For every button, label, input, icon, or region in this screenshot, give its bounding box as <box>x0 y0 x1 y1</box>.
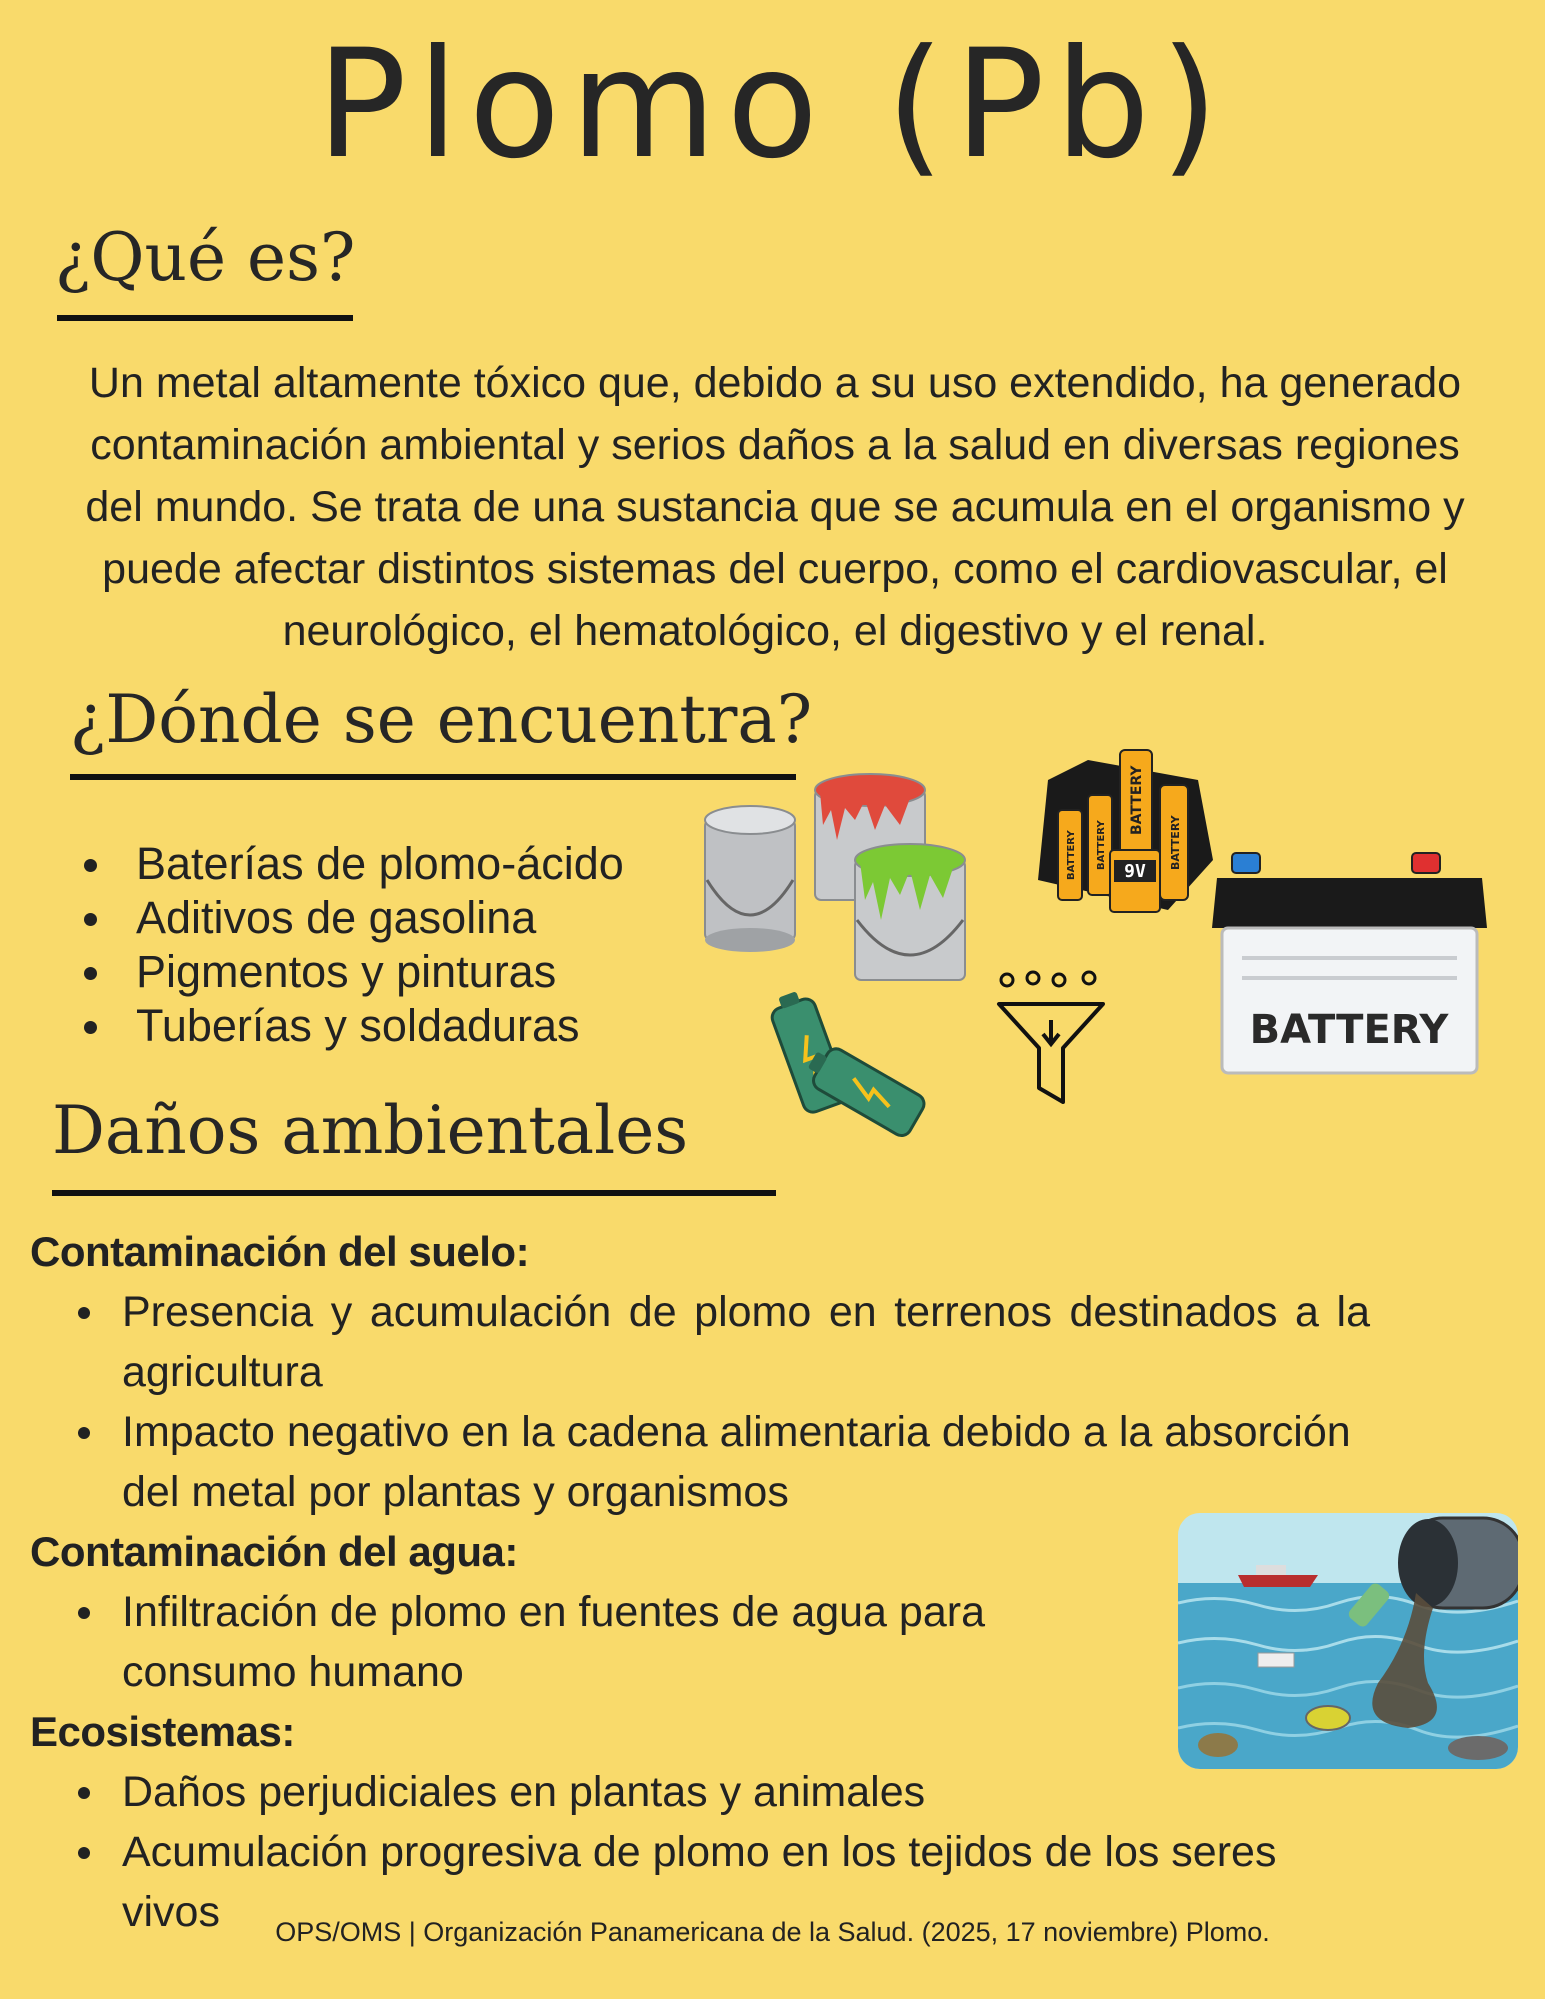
ecosistemas-heading: Ecosistemas: <box>30 1708 295 1755</box>
nine-volt-battery-icon <box>1110 850 1160 912</box>
que-es-text: Un metal altamente tóxico que, debido a su uso extendido, ha generado contaminación ambiental y serios daños a la salud en diversas regiones del mundo. Se trata de una sustancia que se acumula en el organismo y puede afectar distintos sistemas del cuerpo, como el cardiovascular, el neurológico, el hematológico, el digestivo y el renal. <box>85 359 1465 655</box>
list-item: Infiltración de plomo en fuentes de agua para consumo humano <box>30 1582 1180 1702</box>
car-battery-icon <box>1212 853 1487 1073</box>
green-battery-icon <box>801 1040 927 1139</box>
footer-citation: OPS/OMS | Organización Panamericana de la Salud. (2025, 17 noviembre) Plomo. <box>275 1917 1270 1947</box>
suelo-list <box>30 1282 1370 1522</box>
donde-underline <box>70 774 796 780</box>
orange-battery-icon <box>1160 785 1188 900</box>
list-item: Daños perjudiciales en plantas y animales <box>30 1762 1370 1822</box>
paint-cans-illustration <box>695 770 975 990</box>
agua-list <box>30 1582 1180 1702</box>
ecosistemas-list <box>30 1762 1370 1942</box>
car-battery-label: BATTERY <box>1249 1007 1449 1053</box>
list-item: Impacto negativo en la cadena alimentaria debido a la absorción del metal por plantas y organismos <box>30 1402 1370 1522</box>
battery-label: BATTERY <box>1129 765 1145 835</box>
green-paint-can-icon <box>855 844 965 980</box>
donde-heading: ¿Dónde se encuentra? <box>70 681 813 758</box>
battery-label: 9V <box>1124 861 1146 882</box>
battery-label: BATTERY <box>1066 830 1077 880</box>
green-batteries-illustration <box>770 980 930 1140</box>
page-title: Plomo (Pb) <box>316 18 1229 192</box>
orange-battery-icon <box>1088 795 1112 895</box>
water-pollution-illustration <box>1178 1513 1518 1769</box>
orange-battery-icon <box>1058 810 1082 900</box>
que-es-underline <box>57 315 353 321</box>
list-item: Presencia y acumulación de plomo en terrenos destinados a la agricultura <box>30 1282 1370 1402</box>
orange-batteries-illustration <box>1028 740 1218 920</box>
list-item: Pigmentos y pinturas <box>70 945 624 999</box>
list-item: Aditivos de gasolina <box>70 891 624 945</box>
list-item: Acumulación progresiva de plomo en los tejidos de los seres vivos <box>30 1822 1370 1942</box>
silver-paint-can-icon <box>705 806 795 952</box>
list-item: Tuberías y soldaduras <box>70 999 624 1053</box>
que-es-heading: ¿Qué es? <box>55 219 356 296</box>
sources-list <box>70 837 624 1053</box>
filter-icon <box>993 968 1109 1108</box>
battery-label: BATTERY <box>1096 820 1107 870</box>
suelo-heading: Contaminación del suelo: <box>30 1228 530 1275</box>
battery-label: BATTERY <box>1169 815 1182 870</box>
car-battery-illustration <box>1212 833 1492 1083</box>
danos-heading: Daños ambientales <box>52 1092 689 1169</box>
danos-section <box>30 1222 1370 1942</box>
agua-heading: Contaminación del agua: <box>30 1528 518 1575</box>
danos-underline <box>52 1190 776 1196</box>
list-item: Baterías de plomo-ácido <box>70 837 624 891</box>
